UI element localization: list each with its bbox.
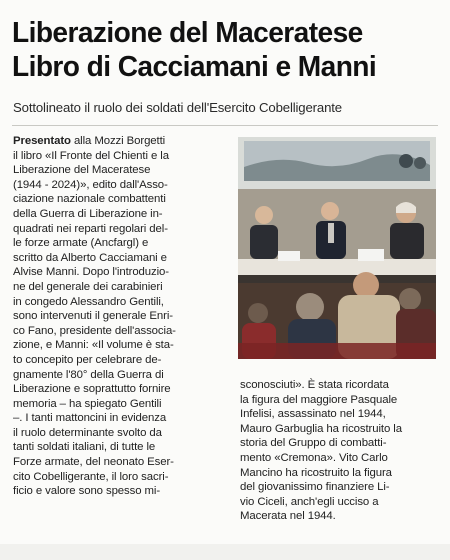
article-line: Mauro Garbuglia ha ricostruito la	[240, 422, 402, 435]
article-line: scritto da Alberto Cacciamani e	[13, 251, 167, 264]
article-line: Mancino ha ricostruito la figura	[240, 466, 392, 479]
headline	[12, 16, 429, 84]
article-line: Forze armate, del neonato Eser-	[13, 456, 174, 469]
article-line: storia del Gruppo di combatti-	[240, 437, 387, 450]
article-column-left	[13, 134, 235, 499]
article-line: Infelisi, assassinato nel 1944,	[240, 408, 386, 421]
article-line: il libro «Il Fronte del Chienti e la	[13, 149, 169, 162]
article-line: co Fano, presidente dell'associa-	[13, 324, 176, 337]
article-line: ne del generale dei carabinieri	[13, 280, 163, 293]
event-photo	[238, 137, 436, 359]
article-line: (1944 - 2024)», edito dall'Asso-	[13, 178, 168, 191]
article-line-0	[13, 134, 235, 149]
article-line: il ruolo determinante svolto da	[13, 426, 162, 439]
article-line: la figura del maggiore Pasquale	[240, 393, 398, 406]
article-line: in congedo Alessandro Gentili,	[13, 295, 164, 308]
article-line: –. I tanti mattoncini in evidenza	[13, 412, 167, 425]
article-line: Alvise Manni. Dopo l'introduzio-	[13, 266, 169, 279]
article-line-text: alla Mozzi Borgetti	[70, 135, 166, 147]
article-line: della Guerra di Liberazione in-	[13, 207, 163, 220]
article-line: Liberazione e soprattutto fornire	[13, 383, 171, 396]
headline-line-1: Liberazione del Maceratese	[12, 17, 363, 49]
article-line: zione, e Manni: «Il volume è sta-	[13, 339, 174, 352]
article-line: Liberazione del Maceratese	[13, 164, 151, 177]
article-line: Macerata nel 1944.	[240, 510, 336, 523]
article-line: tanti soldati italiani, di tutte le	[13, 441, 156, 454]
article-line: sono intervenuti il generale Enri-	[13, 310, 173, 323]
article-line: sconosciuti». È stata ricordata	[240, 379, 389, 391]
photo-illustration	[238, 137, 436, 359]
article-line: vio Ciceli, anch'egli ucciso a	[240, 495, 379, 508]
article-line: ciazione nazionale combattenti	[13, 193, 166, 206]
article-line: ficio e valore sono spesso mi-	[13, 485, 161, 498]
article-column-right	[240, 378, 440, 524]
article-line: cito Cobelligerante, il loro sacri-	[13, 470, 169, 483]
article-line: le forze armate (Ancfargl) e	[13, 237, 149, 250]
article-line: mento «Cremona». Vito Carlo	[240, 451, 388, 464]
article-line: to concepito per celebrare de-	[13, 353, 162, 366]
headline-line-2: Libro di Cacciamani e Manni	[12, 51, 377, 83]
article-line: quadrati nei reparti regolari del-	[13, 222, 168, 235]
article-line: del giovanissimo finanziere Li-	[240, 481, 390, 494]
divider	[12, 125, 438, 126]
lead-word: Presentato	[13, 135, 71, 147]
article-line: memoria – ha spiegato Gentili	[13, 397, 162, 410]
page-bottom-edge	[0, 544, 450, 560]
article-line: gnamente l'80° della Guerra di	[13, 368, 164, 381]
subtitle: Sottolineato il ruolo dei soldati dell'Esercito Cobelligerante	[13, 100, 342, 115]
